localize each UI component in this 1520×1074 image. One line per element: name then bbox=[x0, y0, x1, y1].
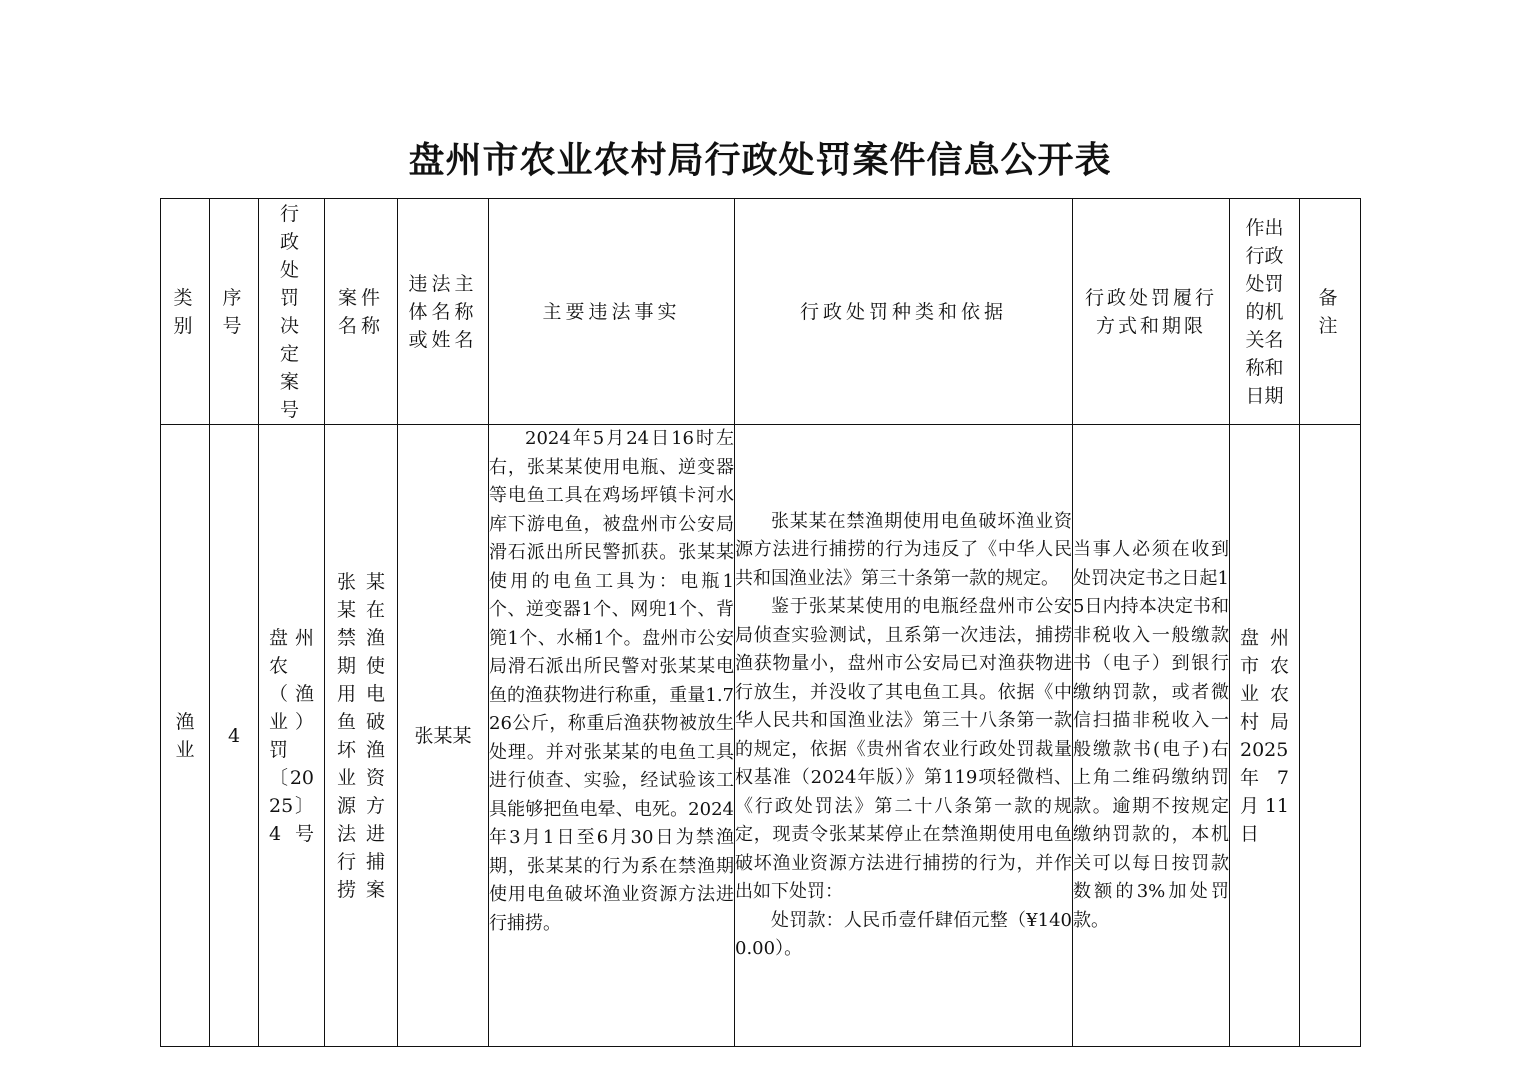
header-decision-no: 行政处罚决定案号 bbox=[259, 199, 325, 425]
cell-category: 渔业 bbox=[161, 425, 210, 1047]
page-title: 盘州市农业农村局行政处罚案件信息公开表 bbox=[408, 140, 1112, 181]
basis-paragraph-2: 鉴于张某某使用的电瓶经盘州市公安局侦查实验测试，且系第一次违法，捕捞渔获物量小，盘州市公安局已对渔获物进行放生，并没收了其电鱼工具。依据《中华人民共和国渔业法》第三十八条第一款的规定，依据《贵州省农业行政处罚裁量权基准（2024年版）》第119项轻微档、《行政处罚法》第二十八条第一款的规定，现责令张某某停止在禁渔期使用电鱼破坏渔业资源方法进行捕捞的行为，并作出如下处罚： bbox=[735, 596, 1072, 902]
header-party: 违法主体名称或姓名 bbox=[398, 199, 489, 425]
header-seq: 序号 bbox=[210, 199, 259, 425]
facts-text: 2024年5月24日16时左右，张某某使用电瓶、逆变器等电鱼工具在鸡场坪镇卡河水库下游电鱼，被盘州市公安局滑石派出所民警抓获。张某某使用的电鱼工具为：电瓶1个、逆变器1个、网兜1个、背篼1个、水桶1个。盘州市公安局滑石派出所民警对张某某电鱼的渔获物进行称重，重量1.726公斤，称重后渔获物被放生处理。并对张某某的电鱼工具进行侦查、实验，经试验该工具能够把鱼电晕、电死。2024年3月1日至6月30日为禁渔期，张某某的行为系在禁渔期使用电鱼破坏渔业资源方法进行捕捞。 bbox=[489, 428, 734, 934]
cell-seq: 4 bbox=[210, 425, 259, 1047]
header-performance: 行政处罚履行方式和期限 bbox=[1073, 199, 1230, 425]
basis-paragraph-3: 处罚款：人民币壹仟肆佰元整（¥1400.00）。 bbox=[735, 909, 1072, 959]
header-row bbox=[161, 199, 1361, 425]
case-info-table bbox=[160, 198, 1361, 1047]
cell-authority: 盘州市农业农村局2025年7月11日 bbox=[1230, 425, 1300, 1047]
header-basis: 行政处罚种类和依据 bbox=[735, 199, 1073, 425]
cell-performance bbox=[1073, 425, 1230, 1047]
cell-party: 张某某 bbox=[398, 425, 489, 1047]
performance-text: 当事人必须在收到处罚决定书之日起15日内持本决定书和非税收入一般缴款书（电子）到银行缴纳罚款，或者微信扫描非税收入一般缴款书(电子)右上角二维码缴纳罚款。逾期不按规定缴纳罚款的，本机关可以每日按罚款数额的3%加处罚款。 bbox=[1073, 539, 1229, 931]
cell-remark bbox=[1300, 425, 1361, 1047]
basis-paragraph-1: 张某某在禁渔期使用电鱼破坏渔业资源方法进行捕捞的行为违反了《中华人民共和国渔业法》第三十条第一款的规定。 bbox=[735, 510, 1072, 589]
table-row bbox=[161, 425, 1361, 1047]
header-authority: 作出行政处罚的机关名称和日期 bbox=[1230, 199, 1300, 425]
header-case-name: 案件名称 bbox=[325, 199, 398, 425]
header-category: 类别 bbox=[161, 199, 210, 425]
header-facts: 主要违法事实 bbox=[489, 199, 735, 425]
cell-decision-no: 盘州农（渔业）罚〔2025〕4号 bbox=[259, 425, 325, 1047]
cell-basis bbox=[735, 425, 1073, 1047]
cell-facts bbox=[489, 425, 735, 1047]
cell-case-name: 张某某在禁渔期使用电鱼破坏渔业资源方法进行捕捞案 bbox=[325, 425, 398, 1047]
header-remark: 备注 bbox=[1300, 199, 1361, 425]
